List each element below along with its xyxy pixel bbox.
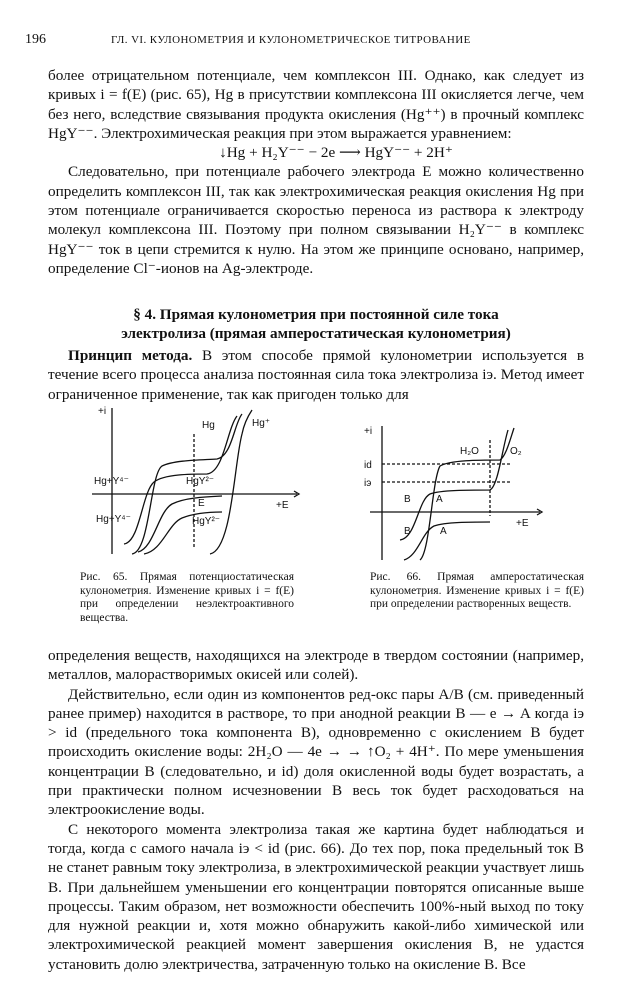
h2o-label: H₂O — [460, 446, 479, 457]
i-axis-label: +i — [98, 406, 107, 417]
paragraph: более отрицательном потенциале, чем комплексон III. Однако, как следует из кривых i = f(E) (рис. 65), Hg в присутствии комплексона III окисляется легче, чем без него, вследствие связывания продукта окисления (Hg⁺⁺) в прочный комплекс HgY⁻⁻. Электрохимическая реакция при этом выражается уравнением: — [48, 67, 584, 142]
principle-text: В этом способе прямой кулонометрии используется в течение всего процесса анализа постоянная сила тока электролиза iэ. Метод имеет ограниченное применение, так как пригоден только для — [48, 347, 584, 403]
b-lower-label: B — [404, 526, 411, 537]
principle-label: Принцип метода. — [68, 347, 193, 364]
reaction-equation: ↓Hg + H₂Y⁻⁻ − 2e ⟶ HgY⁻⁻ + 2H⁺ — [219, 144, 453, 162]
figure-66-caption: Рис. 66. Прямая амперостатическая кулонометрия. Изменение кривых i = f(E) при определении растворенных веществ. — [370, 571, 584, 611]
figure-65-plot — [92, 404, 312, 566]
section-heading-line: § 4. Прямая кулонометрия при постоянной силе тока — [133, 306, 499, 323]
id-label: id — [364, 460, 372, 471]
e-axis-label: +E — [516, 518, 529, 529]
paragraph: Действительно, если один из компонентов ред-окс пары A/B (см. приведенный ранее пример) находится в растворе, то при анодной реакции B — e → A когда iэ > id (предельного тока компонента B), одновременно с окислением B будет происходить окисление воды: 2H₂O — 4e → → ↑O₂ + 4H⁺. По мере уменьшения концентрации B (следовательно, и id) доля окисленной воды будет возрастать, а при практически полном исчезновении B весь ток будет расходоваться на электроокисление воды. — [48, 685, 584, 819]
figure-66-plot — [360, 420, 560, 568]
e-mark-label: E — [198, 498, 205, 509]
hg-plus-label: Hg⁺ — [252, 418, 271, 429]
curve-hg-plus — [210, 410, 252, 554]
text-block-top — [48, 66, 584, 278]
hgy2-mid-label: HgY²⁻ — [186, 476, 215, 487]
o2-label: O₂ — [510, 446, 522, 457]
e-axis-label: +E — [276, 500, 289, 511]
hg-y4-low-label: Hg+Y⁴⁻ — [96, 514, 131, 525]
paragraph: С некоторого момента электролиза такая же картина будет наблюдаться и тогда, когда с самого начала iэ < id (рис. 66). До тех пор, пока предельный ток B не станет равным току электролиза, в электрохимической реакции участвует лишь B. При дальнейшем уменьшении его концентрации повторятся описанные выше процессы. Таким образом, нет возможности обеспечить 100%-ный выход по току для нужной реакции и, хотя можно обнаружить какой-либо химической или электрохимической реакцией момент завершения окисления B, не удастся установить долю электричества, затраченную только на окисление B. Все — [48, 820, 584, 973]
curve-b-a-lower — [404, 522, 490, 560]
section-heading-line: электролиза (прямая амперостатическая кулонометрия) — [121, 325, 511, 343]
paragraph: Следовательно, при потенциале рабочего электрода E можно количественно определить комплексон III, так как электрохимическая реакция окисления Hg при этом потенциале ограничивается скоростью переноса из раствора к электроду молекул комплексона III. Поэтому при полном связывании H₂Y⁻⁻ в комплекс HgY⁻⁻ ток в цепи стремится к нулю. На этом же принципе основано, например, определение Cl⁻-ионов на Ag-электроде. — [48, 163, 584, 277]
a-upper-label: A — [436, 494, 443, 505]
hg-y4-label: Hg+Y⁴⁻ — [94, 476, 129, 487]
principle-paragraph — [48, 346, 584, 404]
chapter-title: ГЛ. VI. КУЛОНОМЕТРИЯ И КУЛОНОМЕТРИЧЕСКОЕ ТИТРОВАНИЕ — [111, 34, 471, 46]
page-number: 196 — [25, 32, 46, 47]
ie-label: iэ — [364, 478, 372, 489]
section-heading — [48, 305, 584, 344]
figure-65-caption: Рис. 65. Прямая потенциостатическая кулонометрия. Изменение кривых i = f(E) при определении неэлектроактивного вещества. — [80, 571, 294, 624]
text-block-bottom — [48, 646, 584, 974]
a-lower-label: A — [440, 526, 447, 537]
paragraph: определения веществ, находящихся на электроде в твердом состоянии (например, металлов, малорастворимых окисей или солей). — [48, 647, 584, 684]
running-header — [25, 32, 585, 52]
i-axis-label: +i — [364, 426, 373, 437]
b-upper-label: B — [404, 494, 411, 505]
hg-label: Hg — [202, 420, 215, 431]
hgy2-low-label: HgY²⁻ — [192, 516, 221, 527]
